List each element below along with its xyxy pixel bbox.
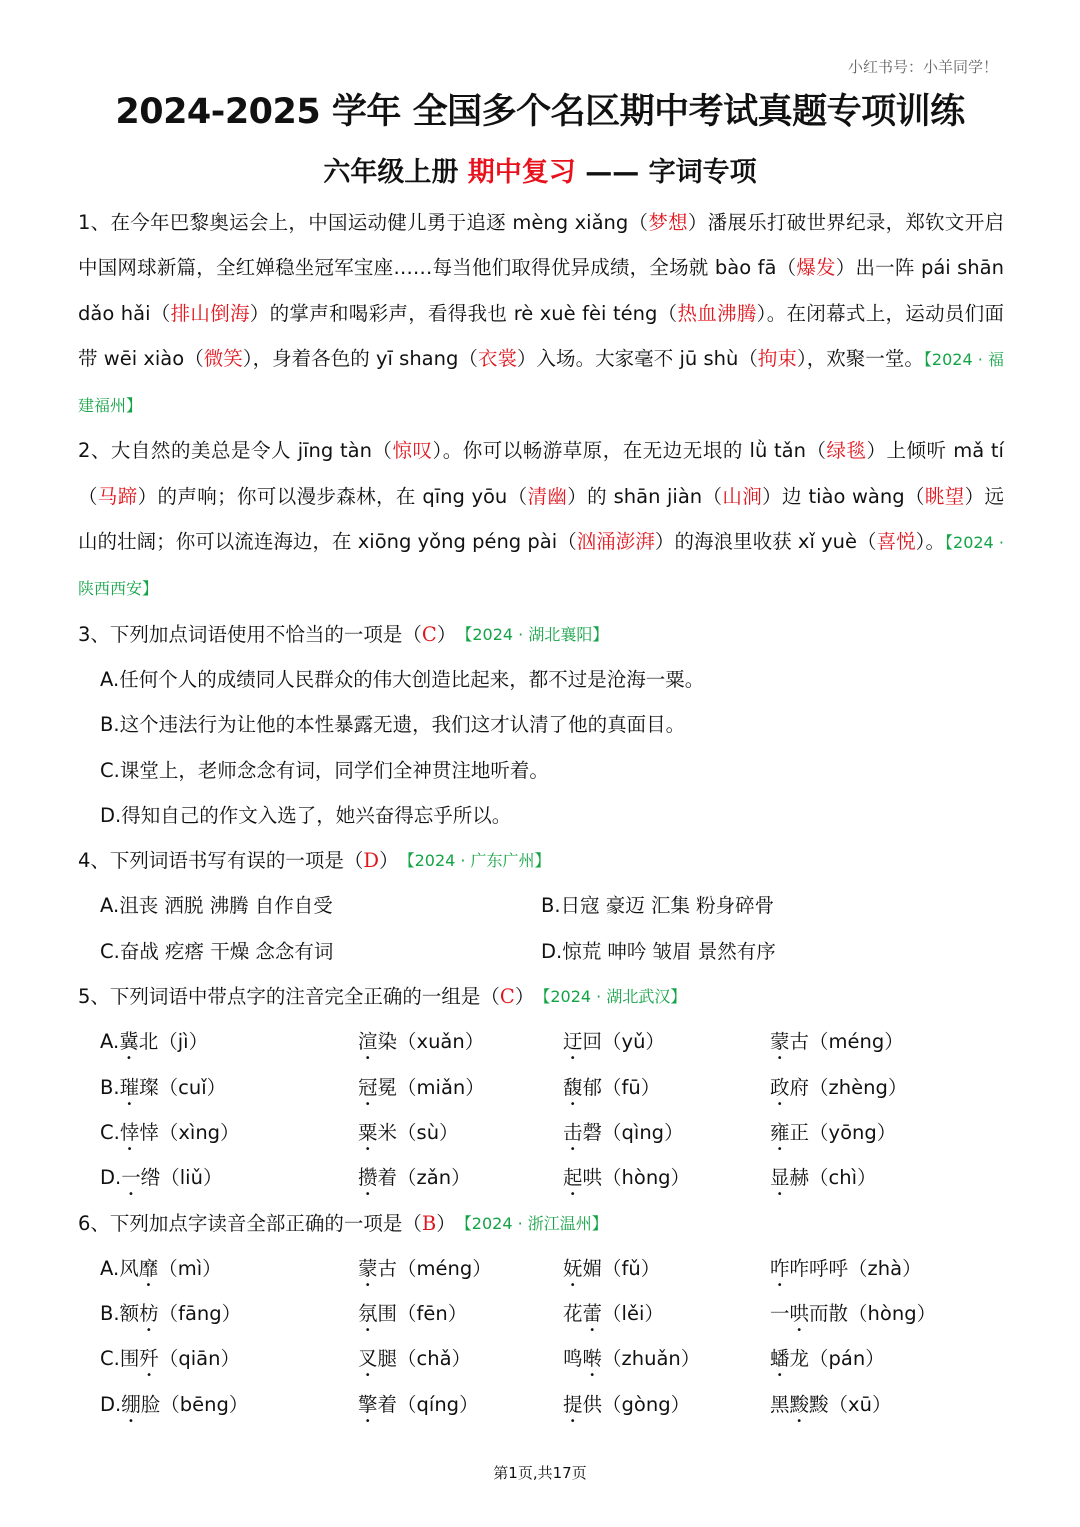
word-part: 一 <box>121 1166 141 1190</box>
word-part: 粟 <box>358 1120 378 1144</box>
word-part: 歼 <box>139 1347 159 1371</box>
pinyin: （méng） <box>397 1256 492 1280</box>
source-tag: 【2024 · 福建福州】 <box>78 349 1004 416</box>
word-part: 击 <box>563 1120 583 1144</box>
option-item <box>563 1382 770 1427</box>
question-text: ）上倾听 mǎ tí（ <box>78 439 1004 508</box>
word-part: 米 <box>377 1120 398 1144</box>
pinyin: （chǎ） <box>397 1347 472 1371</box>
word-part: 政 <box>770 1075 790 1099</box>
pinyin: （yōng） <box>809 1120 897 1144</box>
word-part: 叉 <box>358 1347 378 1371</box>
word-part: 蒙 <box>358 1256 378 1280</box>
word-part: 悻 <box>119 1120 140 1144</box>
question-text: ）出一阵 pái shān dǎo hǎi（ <box>78 256 1004 325</box>
pinyin: （fǔ） <box>602 1256 661 1280</box>
word-part: 供 <box>582 1392 603 1416</box>
word-part: 显 <box>770 1166 790 1190</box>
pinyin: （fēn） <box>397 1302 468 1326</box>
word-part: 冠 <box>358 1075 378 1099</box>
subtitle-review: 期中复习 <box>467 157 576 188</box>
answer: 山涧 <box>722 484 763 508</box>
word-part: 鸣 <box>563 1347 583 1371</box>
word-part: A. <box>100 1030 120 1054</box>
pinyin: （cuǐ） <box>158 1075 227 1099</box>
question-text: 4、下列词语书写有误的一项是（ <box>78 849 364 873</box>
option-item <box>563 1019 770 1064</box>
word-part: 攒 <box>358 1166 378 1190</box>
pinyin: （xìng） <box>158 1120 240 1144</box>
word-part: 擎 <box>358 1392 378 1416</box>
answer: 喜悦 <box>876 530 916 554</box>
word-part: 冕 <box>377 1075 398 1099</box>
word-part: 蕾 <box>582 1302 603 1326</box>
pinyin: （pán） <box>809 1347 885 1371</box>
question-text: ）的海浪里收获 xǐ yuè（ <box>654 530 877 554</box>
page-title: 2024-2025 学年 全国多个名区期中考试真题专项训练 <box>115 92 965 132</box>
pinyin: （yǔ） <box>602 1030 665 1054</box>
word-part: 氛 <box>358 1302 378 1326</box>
pinyin: （lěi） <box>602 1302 664 1326</box>
option-row <box>78 1065 1004 1110</box>
pinyin: （fū） <box>602 1075 661 1099</box>
pinyin: （zhà） <box>848 1256 922 1280</box>
word-part: B. <box>100 1075 120 1099</box>
option-item <box>358 1246 563 1291</box>
option-item <box>563 1336 770 1381</box>
option-d: D.惊荒 呻吟 皱眉 景然有序 <box>541 939 776 963</box>
subtitle-grade: 六年级上册 <box>323 157 459 188</box>
question-2 <box>78 428 1004 611</box>
pinyin: （zhuǎn） <box>602 1347 701 1371</box>
question-text: ）潘展乐打破世界纪录，郑钦文开启中国网球新篇，全红婵稳坐冠军宝座……每当他们取得优异成绩，全场就 bào fā（ <box>78 211 1004 280</box>
question-3-stem <box>78 612 1004 657</box>
word-part: D. <box>100 1392 122 1416</box>
word-part: 黑 <box>770 1392 790 1416</box>
pinyin: （zǎn） <box>397 1166 471 1190</box>
option-item <box>358 1019 563 1064</box>
question-text: ）远山的壮阔；你可以流连海边，在 xiōng yǒng péng pài（ <box>78 484 1004 554</box>
word-part: 古 <box>377 1256 398 1280</box>
word-part: 赫 <box>789 1166 810 1190</box>
word-part: 啭 <box>582 1347 603 1371</box>
option-item <box>770 1336 970 1381</box>
option-item <box>770 1382 970 1427</box>
question-6-stem <box>78 1201 1004 1246</box>
pinyin: （hòng） <box>848 1302 937 1326</box>
pinyin: （bēng） <box>160 1392 249 1416</box>
word-part: 着 <box>377 1166 398 1190</box>
word-part: 染 <box>377 1030 398 1054</box>
question-5-options <box>78 1019 1004 1200</box>
pinyin: （xū） <box>828 1392 892 1416</box>
option-item <box>358 1155 563 1200</box>
answer: 梦想 <box>648 211 688 234</box>
word-part: 媚 <box>582 1256 603 1280</box>
word-part: 龙 <box>789 1347 810 1371</box>
answer: 马蹄 <box>97 484 138 508</box>
word-part: 一 <box>770 1302 790 1326</box>
option-row <box>78 1246 1004 1291</box>
option-item <box>770 1291 970 1336</box>
word-part: 郁 <box>582 1075 603 1099</box>
pinyin: （mì） <box>158 1256 222 1280</box>
pinyin: （qìng） <box>602 1120 684 1144</box>
option-item <box>563 1155 770 1200</box>
questions <box>78 200 1004 1427</box>
answer: 拘束 <box>757 346 797 370</box>
question-1 <box>78 200 1004 428</box>
option-row <box>78 1019 1004 1064</box>
option-d: D.得知自己的作文入选了，她兴奋得忘乎所以。 <box>100 803 512 827</box>
option-item <box>770 1019 970 1064</box>
answer: 微笑 <box>203 346 243 370</box>
option-item <box>100 1155 358 1200</box>
question-4-stem <box>78 838 1004 883</box>
question-text: ）的 shān jiàn（ <box>567 484 723 508</box>
answer: 爆发 <box>796 256 836 280</box>
pinyin: （chì） <box>809 1166 877 1190</box>
word-part: 哄 <box>789 1302 810 1326</box>
word-part: 璀 <box>119 1075 140 1099</box>
pinyin: （méng） <box>809 1030 904 1054</box>
word-part: C.围 <box>100 1347 140 1371</box>
word-part: 璨 <box>139 1075 159 1099</box>
question-5-stem <box>78 974 1004 1019</box>
answer: 汹涌澎湃 <box>576 530 655 554</box>
option-c: C.课堂上，老师念念有词，同学们全神贯注地听着。 <box>100 758 549 782</box>
word-part: 咋呼呼 <box>789 1256 849 1280</box>
question-text: ）。在闭幕式上，运动员们面带 wēi xiào（ <box>78 301 1004 370</box>
option-row <box>78 1110 1004 1155</box>
answer: C <box>499 985 515 1009</box>
option-row <box>78 1382 1004 1427</box>
word-part: 悻 <box>139 1120 159 1144</box>
option-item <box>358 1382 563 1427</box>
word-part: 咋 <box>770 1256 790 1280</box>
word-part: 着 <box>377 1392 398 1416</box>
word-part: 回 <box>582 1030 603 1054</box>
pinyin: （qiān） <box>158 1347 240 1371</box>
question-text: 6、下列加点字读音全部正确的一项是（ <box>78 1211 422 1235</box>
question-text: ）入场。大家毫不 jū shù（ <box>517 346 758 370</box>
option-item <box>100 1336 358 1381</box>
question-4 <box>78 838 1004 974</box>
word-part: 黢 <box>809 1392 829 1416</box>
word-part: 馥 <box>563 1075 583 1099</box>
pinyin: （gòng） <box>602 1392 691 1416</box>
pinyin: （miǎn） <box>397 1075 485 1099</box>
option-item <box>358 1065 563 1110</box>
question-text: ） <box>379 849 399 873</box>
question-text: 5、下列词语中带点字的注音完全正确的一组是（ <box>78 985 500 1009</box>
option-item <box>358 1336 563 1381</box>
source-tag: 【2024 · 陕西西安】 <box>78 533 1004 599</box>
source-tag: 【2024 · 湖北襄阳】 <box>456 624 609 644</box>
word-part: 脸 <box>140 1392 161 1416</box>
pinyin: （hòng） <box>602 1166 691 1190</box>
word-part: 起 <box>563 1166 583 1190</box>
word-part: B.额 <box>100 1302 140 1326</box>
option-item <box>770 1110 970 1155</box>
question-text: ）的掌声和喝彩声，看得我也 rè xuè fèi téng（ <box>249 301 678 325</box>
word-part: 靡 <box>138 1256 159 1280</box>
question-text: ） <box>436 1211 456 1235</box>
pinyin: （fāng） <box>158 1302 242 1326</box>
pinyin: （jì） <box>158 1030 209 1054</box>
word-part: 迂 <box>563 1030 583 1054</box>
answer: 热血沸腾 <box>677 301 757 325</box>
word-part: 提 <box>563 1392 583 1416</box>
option-item <box>770 1246 970 1291</box>
answer: 清幽 <box>527 484 568 508</box>
answer: B <box>421 1211 437 1235</box>
option-item <box>100 1065 358 1110</box>
word-part: 北 <box>138 1030 159 1054</box>
option-item <box>770 1065 970 1110</box>
option-item <box>563 1065 770 1110</box>
page-number: 第1页,共17页 <box>493 1464 587 1482</box>
option-a: A.沮丧 洒脱 沸腾 自作自受 <box>100 894 333 918</box>
option-a: A.任何个人的成绩同人民群众的伟大创造比起来，都不过是沧海一粟。 <box>100 667 705 691</box>
answer: 衣裳 <box>477 346 517 370</box>
option-item <box>563 1110 770 1155</box>
question-text: 1、在今年巴黎奥运会上，中国运动健儿勇于追逐 mèng xiǎng（ <box>78 211 649 234</box>
page-subtitle <box>0 150 1080 189</box>
word-part: 腿 <box>377 1347 398 1371</box>
word-part: 正 <box>789 1120 810 1144</box>
source-tag: 【2024 · 广东广州】 <box>398 851 551 871</box>
question-text: ） <box>436 622 457 646</box>
question-text: ）边 tiào wàng（ <box>762 484 925 508</box>
pinyin: （qíng） <box>397 1392 479 1416</box>
pinyin: （liǔ） <box>160 1166 223 1190</box>
option-item <box>100 1246 358 1291</box>
word-part: 绷 <box>121 1392 141 1416</box>
option-c: C.奋战 疙瘩 干燥 念念有词 <box>100 939 334 963</box>
subtitle-topic: —— 字词专项 <box>585 157 757 188</box>
word-part: 黢 <box>789 1392 810 1416</box>
word-part: 府 <box>789 1075 810 1099</box>
pinyin: （xuǎn） <box>397 1030 485 1054</box>
word-part: 古 <box>789 1030 810 1054</box>
option-item <box>563 1246 770 1291</box>
question-text: ） <box>514 985 535 1009</box>
question-text: 2、大自然的美总是令人 jīng tàn（ <box>78 439 393 463</box>
word-part: D. <box>100 1166 122 1190</box>
question-text: ）的声响；你可以漫步森林，在 qīng yōu（ <box>137 484 528 508</box>
answer: 绿毯 <box>826 439 867 463</box>
watermark: 小红书号：小羊同学！ <box>847 58 998 76</box>
source-tag: 【2024 · 湖北武汉】 <box>534 987 687 1007</box>
word-part: 花 <box>563 1302 583 1326</box>
question-text: ），身着各色的 yī shang（ <box>242 346 478 370</box>
word-part: 蟠 <box>770 1347 790 1371</box>
word-part: A.风 <box>100 1256 139 1280</box>
option-item <box>563 1291 770 1336</box>
option-row <box>78 1291 1004 1336</box>
option-item <box>100 1110 358 1155</box>
answer: 眺望 <box>924 484 965 508</box>
option-item <box>770 1155 970 1200</box>
option-row <box>78 1336 1004 1381</box>
pinyin: （sù） <box>397 1120 459 1144</box>
question-5 <box>78 974 1004 1200</box>
word-part: C. <box>100 1120 120 1144</box>
word-part: 哄 <box>582 1166 603 1190</box>
question-text: 3、下列加点词语使用不恰当的一项是（ <box>78 622 422 646</box>
answer: C <box>421 622 437 646</box>
option-item <box>358 1291 563 1336</box>
question-text: ）。你可以畅游草原，在无边无垠的 lǜ tǎn（ <box>432 439 827 463</box>
question-6-options <box>78 1246 1004 1427</box>
question-6 <box>78 1201 1004 1427</box>
word-part: 渲 <box>358 1030 378 1054</box>
question-3 <box>78 612 1004 838</box>
word-part: 妩 <box>563 1256 583 1280</box>
word-part: 冀 <box>119 1030 139 1054</box>
word-part: 绺 <box>140 1166 161 1190</box>
word-part: 蒙 <box>770 1030 790 1054</box>
word-part: 雍 <box>770 1120 790 1144</box>
word-part: 围 <box>377 1302 398 1326</box>
option-b: B.这个违法行为让他的本性暴露无遗，我们这才认清了他的真面目。 <box>100 713 686 737</box>
word-part: 枋 <box>139 1302 159 1326</box>
option-item <box>100 1291 358 1336</box>
pinyin: （zhèng） <box>809 1075 908 1099</box>
option-item <box>358 1110 563 1155</box>
word-part: 磬 <box>582 1120 603 1144</box>
option-item <box>100 1019 358 1064</box>
answer: D <box>363 849 380 873</box>
question-text: ）。 <box>915 530 945 554</box>
option-row <box>78 1155 1004 1200</box>
option-item <box>100 1382 358 1427</box>
option-b: B.日寇 豪迈 汇集 粉身碎骨 <box>541 894 775 918</box>
word-part: 而散 <box>809 1302 849 1326</box>
question-text: ），欢聚一堂。 <box>796 346 924 370</box>
answer: 惊叹 <box>392 439 433 463</box>
source-tag: 【2024 · 浙江温州】 <box>455 1213 608 1233</box>
answer: 排山倒海 <box>170 301 250 325</box>
